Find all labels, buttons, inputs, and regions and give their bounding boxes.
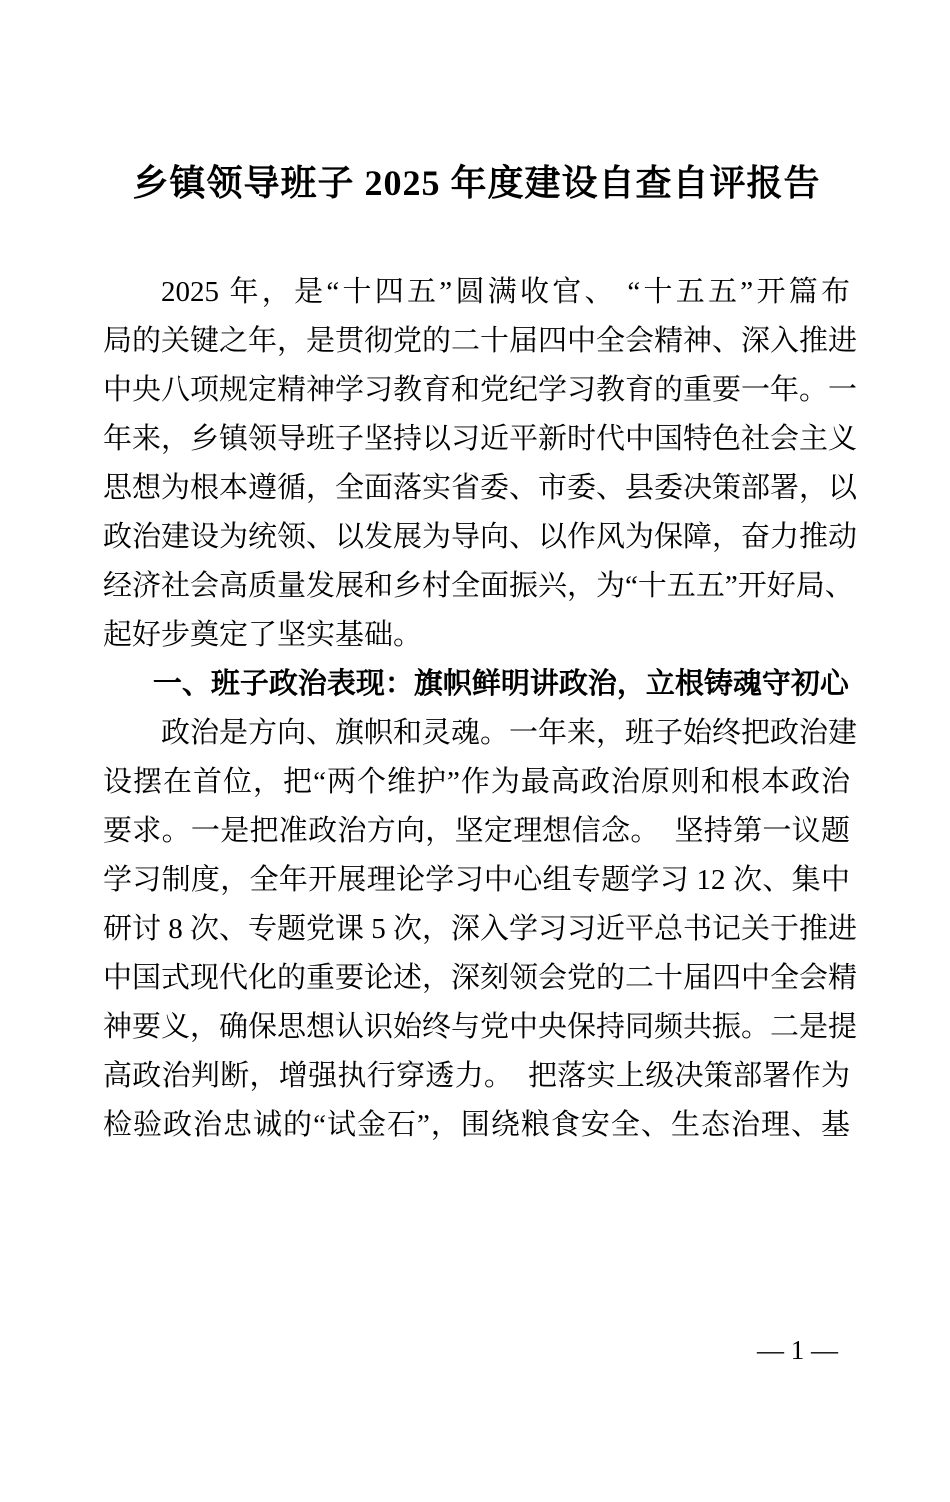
document-page [0, 158, 950, 1502]
text-line: 经济社会高质量发展和乡村全面振兴，为“十五五”开好局、 [103, 570, 854, 602]
document-body [103, 268, 858, 1150]
text-line: 中国式现代化的重要论述，深刻领会党的二十届四中全会精 [103, 962, 858, 994]
text-line: 设摆在首位，把“两个维护”作为最高政治原则和根本政治 [103, 766, 850, 798]
text-line: 研讨 8 次、专题党课 5 次，深入学习习近平总书记关于推进 [103, 913, 858, 945]
text-line: 政治是方向、旗帜和灵魂。一年来，班子始终把政治建 [161, 717, 858, 749]
text-line: 起好步奠定了坚实基础。 [103, 619, 423, 651]
text-line: 局的关键之年，是贯彻党的二十届四中全会精神、深入推进 [103, 325, 858, 357]
text-line: 检验政治忠诚的“试金石”，围绕粮食安全、生态治理、基 [103, 1109, 850, 1141]
text-line: 中央八项规定精神学习教育和党纪学习教育的重要一年。一 [103, 374, 858, 406]
section-heading: 一、班子政治表现：旗帜鲜明讲政治，立根铸魂守初心 [152, 668, 849, 700]
page-number: — 1 — [757, 1335, 838, 1365]
text-line: 高政治判断，增强执行穿透力。 把落实上级决策部署作为 [103, 1060, 850, 1092]
text-line: 年来，乡镇领导班子坚持以习近平新时代中国特色社会主义 [103, 423, 858, 455]
document-content [0, 158, 950, 1150]
text-line: 2025 年，是“十四五”圆满收官、 “十五五”开篇布 [161, 276, 850, 308]
text-line: 要求。一是把准政治方向，坚定理想信念。 坚持第一议题 [103, 815, 850, 847]
text-line: 神要义，确保思想认识始终与党中央保持同频共振。二是提 [103, 1011, 858, 1043]
text-line: 思想为根本遵循，全面落实省委、市委、县委决策部署，以 [103, 472, 858, 504]
document-title: 乡镇领导班子 2025 年度建设自查自评报告 [132, 163, 821, 203]
text-line: 政治建设为统领、以发展为导向、以作风为保障，奋力推动 [103, 521, 858, 553]
text-line: 学习制度，全年开展理论学习中心组专题学习 12 次、集中 [103, 864, 850, 896]
